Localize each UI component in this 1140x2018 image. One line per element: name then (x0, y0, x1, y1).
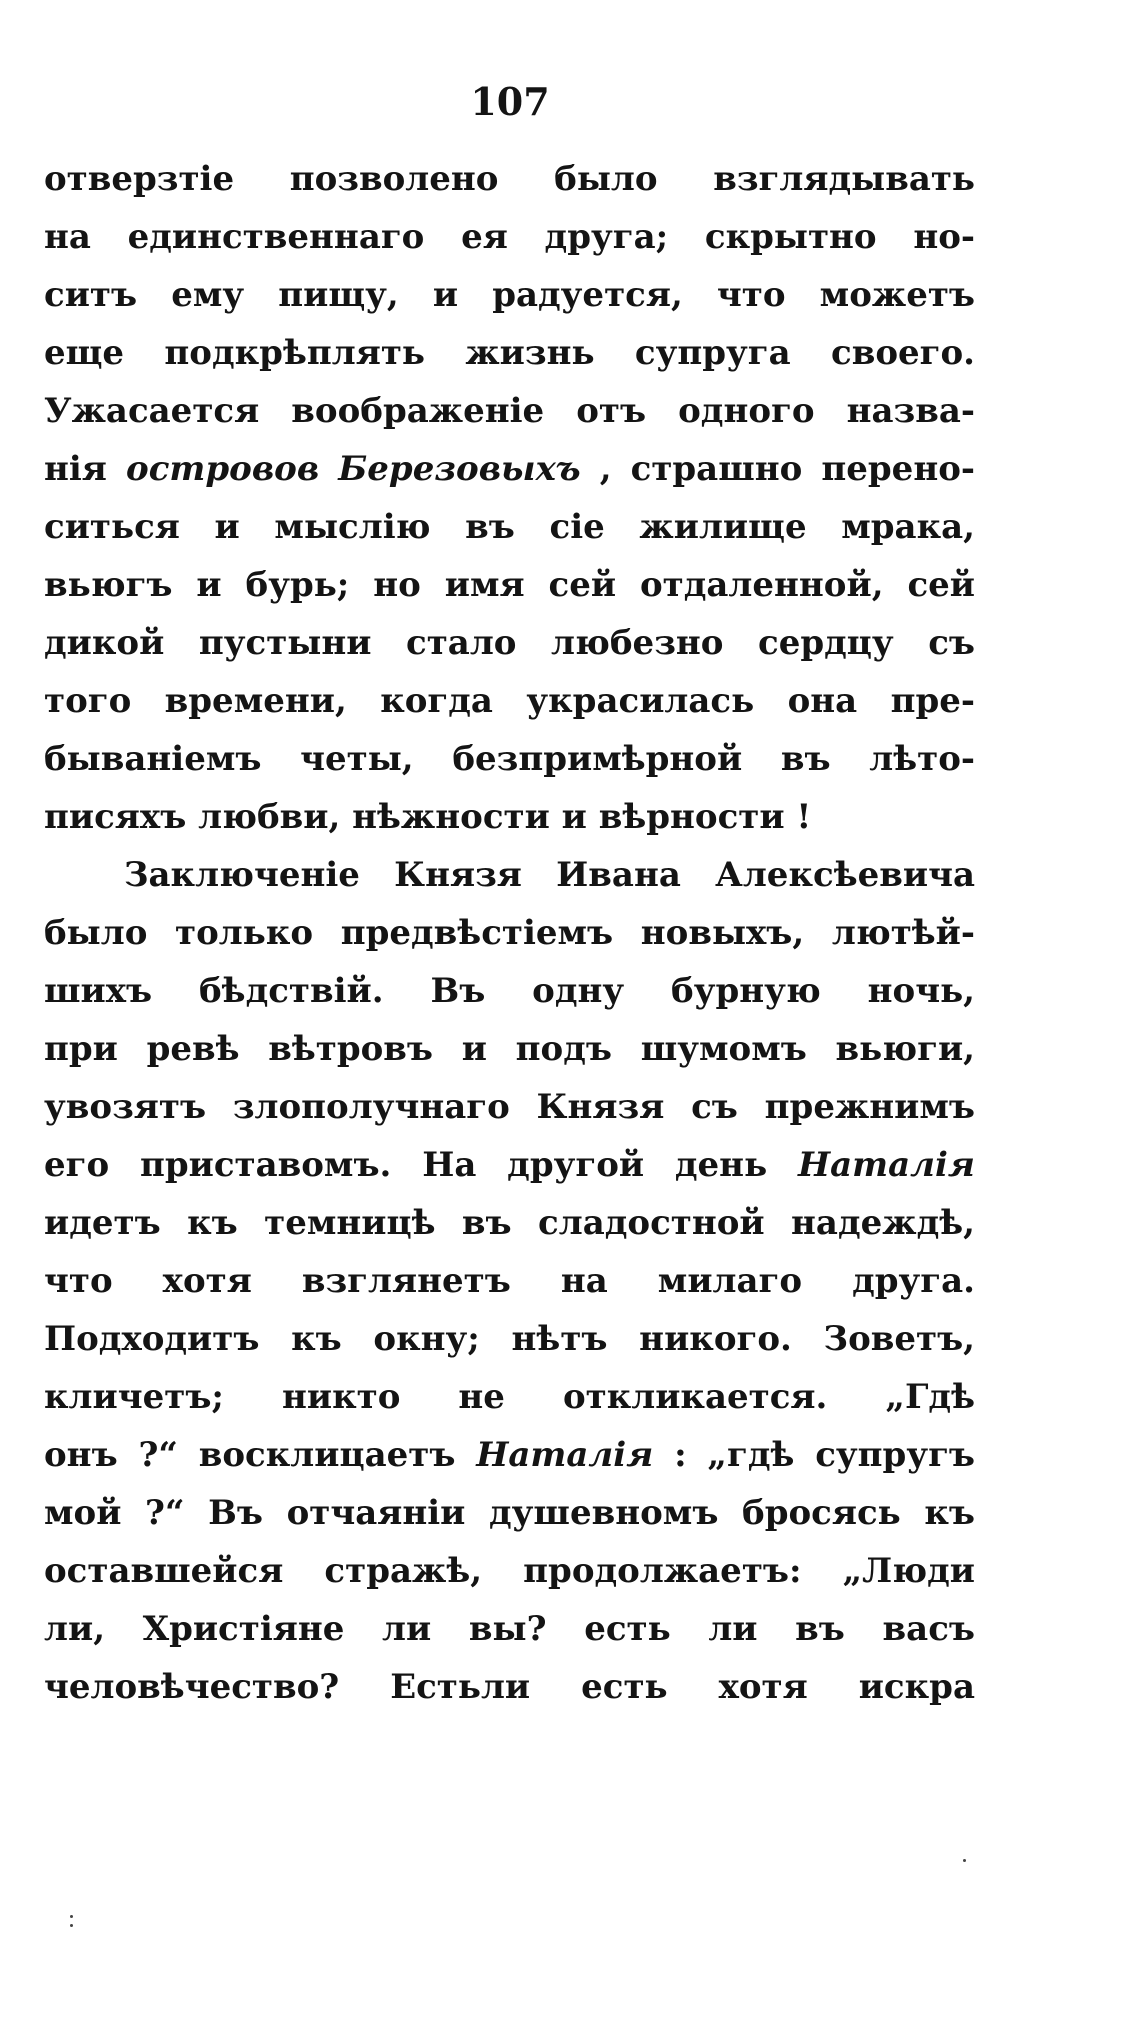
text-line (44, 614, 975, 672)
text-span: увозятъ злополучнаго Князя съ прежнимъ (44, 1087, 975, 1127)
text-span: отверзтіе позволено было взглядывать (44, 159, 975, 199)
paper-speck (70, 1915, 73, 1918)
text-line (44, 150, 975, 208)
text-span: Ужасается воображеніе отъ одного назва- (44, 391, 975, 431)
text-span: того времени, когда украсилась она пре- (44, 681, 975, 721)
text-line (44, 788, 975, 846)
text-span: ситься и мыслію въ сіе жилище мрака, (44, 507, 975, 547)
text-span: мой ?“ Въ отчаяніи душевномъ бросясь къ (44, 1493, 975, 1533)
text-span: его приставомъ. На другой день (44, 1145, 798, 1185)
text-line (44, 1078, 975, 1136)
text-span: дикой пустыни стало любезно сердцу съ (44, 623, 975, 663)
text-line (44, 1426, 975, 1484)
text-line (44, 730, 975, 788)
text-span: что хотя взглянетъ на милаго друга. (44, 1261, 975, 1301)
text-span: : „гдѣ супругъ (653, 1435, 975, 1475)
text-span: нія (44, 449, 127, 489)
paper-speck (70, 1924, 73, 1927)
italic-phrase: островов Березовыхъ (126, 449, 581, 489)
text-line (44, 1542, 975, 1600)
paper-speck (963, 1859, 966, 1862)
text-line (44, 324, 975, 382)
text-span: писяхъ любви, нѣжности и вѣрности ! (44, 797, 812, 837)
text-span: при ревѣ вѣтровъ и подъ шумомъ вьюги, (44, 1029, 975, 1069)
text-line (44, 1194, 975, 1252)
text-span: ситъ ему пищу, и радуется, что можетъ (44, 275, 975, 315)
text-span: ли, Христіяне ли вы? есть ли въ васъ (44, 1609, 975, 1649)
text-span: оставшейся стражѣ, продолжаетъ: „Люди (44, 1551, 975, 1591)
text-line (44, 846, 975, 904)
text-span: вьюгъ и бурь; но имя сей отдаленной, сей (44, 565, 975, 605)
text-line (44, 556, 975, 614)
text-span: Подходитъ къ окну; нѣтъ никого. Зоветъ, (44, 1319, 975, 1359)
text-span: шихъ бѣдствій. Въ одну бурную ночь, (44, 971, 975, 1011)
text-line (44, 1252, 975, 1310)
text-span: идетъ къ темницѣ въ сладостной надеждѣ, (44, 1203, 975, 1243)
text-line (44, 440, 975, 498)
text-line (44, 1484, 975, 1542)
text-span: на единственнаго ея друга; скрытно но- (44, 217, 975, 257)
text-span: Заключеніе Князя Ивана Алексѣевича (124, 855, 975, 895)
italic-phrase: Наталія (797, 1145, 975, 1185)
text-line (44, 1310, 975, 1368)
text-line (44, 672, 975, 730)
text-span: человѣчество? Естьли есть хотя искра (44, 1667, 975, 1707)
text-line (44, 962, 975, 1020)
text-span: было только предвѣстіемъ новыхъ, лютѣй- (44, 913, 975, 953)
text-span: быванiемъ четы, безпримѣрной въ лѣто- (44, 739, 975, 779)
text-span: кличетъ; никто не откликается. „Гдѣ (44, 1377, 975, 1417)
text-line (44, 1658, 975, 1716)
text-line (44, 498, 975, 556)
text-line (44, 1020, 975, 1078)
text-line (44, 1368, 975, 1426)
text-line (44, 382, 975, 440)
text-line (44, 208, 975, 266)
text-line (44, 1600, 975, 1658)
text-line (44, 266, 975, 324)
body-text (44, 150, 975, 1716)
text-line (44, 1136, 975, 1194)
italic-phrase: Наталія (476, 1435, 654, 1475)
text-span: онъ ?“ восклицаетъ (44, 1435, 477, 1475)
page-number: 107 (470, 79, 550, 124)
text-span: еще подкрѣплять жизнь супруга своего. (44, 333, 975, 373)
text-line (44, 904, 975, 962)
text-span: , страшно перено- (580, 449, 975, 489)
